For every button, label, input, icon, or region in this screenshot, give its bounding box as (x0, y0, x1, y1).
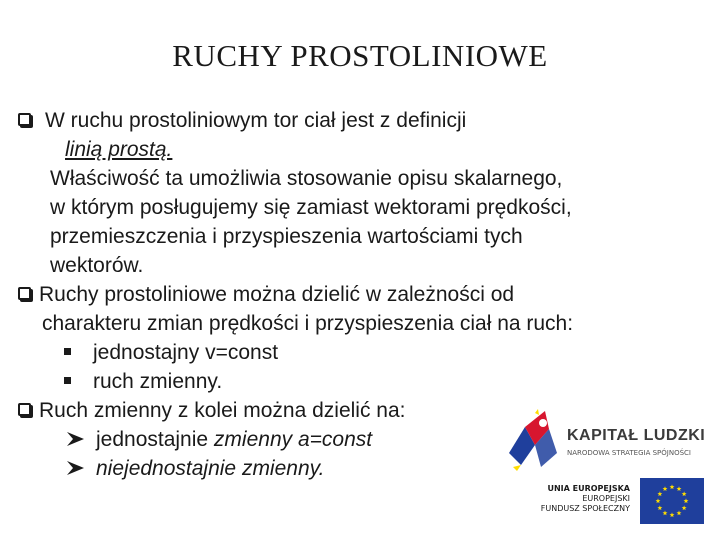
paragraph-2-sub-1: jednostajny v=const (64, 341, 278, 365)
kapital-ludzki-emblem-icon (505, 405, 565, 473)
paragraph-2-line-1: Ruchy prostoliniowe można dzielić w zależności od (18, 283, 514, 307)
paragraph-1-line-2: linią prostą. (65, 138, 173, 161)
kapital-ludzki-subtitle: NARODOWA STRATEGIA SPÓJNOŚCI (567, 449, 691, 457)
paragraph-1-line-3: Właściwość ta umożliwia stosowanie opisu skalarnego, (50, 167, 563, 190)
eu-line-3: FUNDUSZ SPOŁECZNY (540, 504, 630, 513)
eu-fund-text (520, 484, 630, 514)
checkbox-bullet-icon (18, 113, 31, 126)
eu-flag-icon (640, 478, 704, 524)
paragraph-2-sub-2: ruch zmienny. (64, 370, 222, 394)
arrow-bullet-icon (66, 459, 86, 477)
checkbox-bullet-icon (18, 287, 31, 300)
paragraph-1-line-1: W ruchu prostoliniowym tor ciał jest z definicji (18, 109, 466, 133)
arrow-bullet-icon (66, 430, 86, 448)
eu-line-2: EUROPEJSKI (582, 494, 630, 503)
eu-line-1: UNIA EUROPEJSKA (547, 484, 630, 493)
paragraph-1-line-6: wektorów. (50, 254, 144, 277)
square-bullet-icon (64, 348, 71, 355)
paragraph-3-line-1: Ruch zmienny z kolei można dzielić na: (18, 399, 406, 423)
checkbox-bullet-icon (18, 403, 31, 416)
kapital-ludzki-title: KAPITAŁ LUDZKI (567, 427, 706, 444)
kapital-ludzki-logo (505, 405, 715, 475)
paragraph-3-sub-2: niejednostajnie zmienny. (66, 457, 324, 481)
square-bullet-icon (64, 377, 71, 384)
paragraph-2-line-2: charakteru zmian prędkości i przyspieszenia ciał na ruch: (42, 312, 574, 335)
paragraph-1-line-4: w którym posługujemy się zamiast wektorami prędkości, (50, 196, 572, 219)
slide-title: RUCHY PROSTOLINIOWE (172, 38, 548, 73)
paragraph-3-sub-1: jednostajnie zmienny a=const (66, 428, 372, 452)
paragraph-1-line-5: przemieszczenia i przyspieszenia wartościami tych (50, 225, 523, 248)
